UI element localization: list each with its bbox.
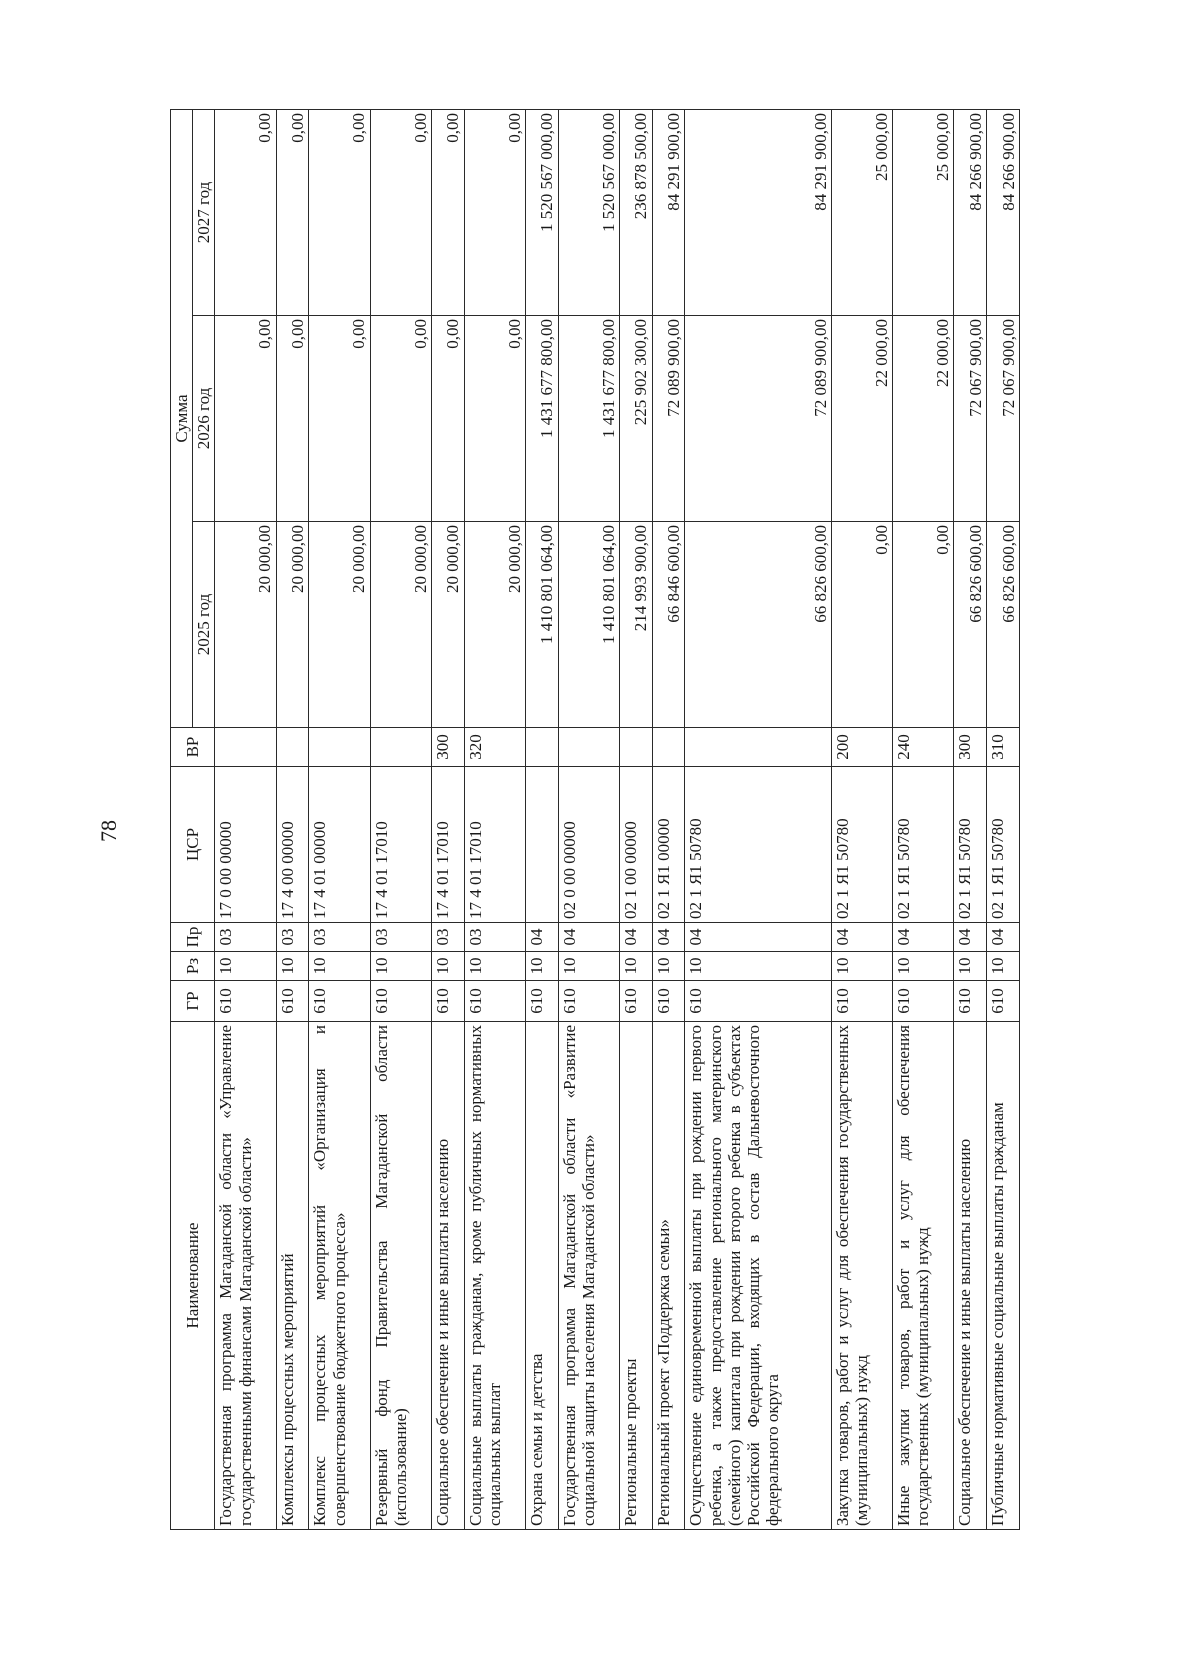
page-number: 78 [96,820,121,842]
name-cell: Резервный фонд Правительства Магаданской области (использование) [370,1022,431,1530]
vr-cell [370,728,431,767]
rz-cell: 10 [309,952,370,981]
csr-cell: 02 1 Я1 00000 [652,767,685,923]
gr-cell: 610 [893,981,954,1022]
csr-cell [525,767,558,923]
amount-2025-cell: 1 410 801 064,00 [558,522,619,728]
name-cell: Иные закупки товаров, работ и услуг для обеспечения государственных (муниципальных) нужд [893,1022,954,1530]
rz-cell: 10 [525,952,558,981]
header-2027: 2027 год [193,109,215,315]
amount-2025-cell: 66 826 600,00 [954,522,987,728]
amount-2027-cell: 0,00 [431,109,464,315]
name-cell: Комплексы процессных мероприятий [276,1022,309,1530]
amount-2026-cell: 0,00 [464,316,525,522]
name-cell: Государственная программа Магаданской области «Развитие социальной защиты населения Магаданской области» [558,1022,619,1530]
header-row-1 [171,109,193,1529]
gr-cell: 610 [431,981,464,1022]
amount-2027-cell: 0,00 [215,109,276,315]
amount-2027-cell: 1 520 567 000,00 [558,109,619,315]
rz-cell: 10 [215,952,276,981]
budget-table [170,109,1020,1530]
table-row [893,109,954,1529]
table-row [464,109,525,1529]
amount-2026-cell: 0,00 [309,316,370,522]
header-pr: Пр [171,923,215,952]
table-row [619,109,652,1529]
vr-cell: 300 [954,728,987,767]
pr-cell: 04 [893,923,954,952]
gr-cell: 610 [276,981,309,1022]
name-cell: Публичные нормативные социальные выплаты гражданам [987,1022,1020,1530]
name-cell: Социальное обеспечение и иные выплаты населению [954,1022,987,1530]
name-cell: Охрана семьи и детства [525,1022,558,1530]
gr-cell: 610 [309,981,370,1022]
table-row [652,109,685,1529]
header-sum: Сумма [171,109,193,727]
rz-cell: 10 [831,952,892,981]
csr-cell: 02 0 00 00000 [558,767,619,923]
pr-cell: 03 [464,923,525,952]
amount-2027-cell: 84 266 900,00 [987,109,1020,315]
gr-cell: 610 [558,981,619,1022]
rz-cell: 10 [464,952,525,981]
amount-2025-cell: 66 826 600,00 [685,522,831,728]
header-2025: 2025 год [193,522,215,728]
amount-2026-cell: 72 067 900,00 [987,316,1020,522]
vr-cell: 300 [431,728,464,767]
amount-2025-cell: 0,00 [893,522,954,728]
amount-2026-cell: 0,00 [276,316,309,522]
amount-2026-cell: 22 000,00 [893,316,954,522]
pr-cell: 04 [525,923,558,952]
amount-2026-cell: 0,00 [370,316,431,522]
gr-cell: 610 [525,981,558,1022]
csr-cell: 02 1 Я1 50780 [893,767,954,923]
amount-2025-cell: 66 846 600,00 [652,522,685,728]
table-body [215,109,1020,1529]
amount-2025-cell: 66 826 600,00 [987,522,1020,728]
table-row [954,109,987,1529]
header-vr: ВР [171,728,215,767]
pr-cell: 04 [987,923,1020,952]
vr-cell [309,728,370,767]
amount-2027-cell: 0,00 [276,109,309,315]
table-row [431,109,464,1529]
csr-cell: 02 1 Я1 50780 [831,767,892,923]
header-rz: Рз [171,952,215,981]
amount-2026-cell: 72 067 900,00 [954,316,987,522]
amount-2027-cell: 0,00 [309,109,370,315]
amount-2026-cell: 22 000,00 [831,316,892,522]
rz-cell: 10 [685,952,831,981]
pr-cell: 03 [309,923,370,952]
pr-cell: 04 [558,923,619,952]
pr-cell: 03 [431,923,464,952]
name-cell: Региональный проект «Поддержка семьи» [652,1022,685,1530]
amount-2027-cell: 84 266 900,00 [954,109,987,315]
amount-2026-cell: 0,00 [215,316,276,522]
pr-cell: 03 [370,923,431,952]
pr-cell: 04 [831,923,892,952]
header-name: Наименование [171,1022,215,1530]
pr-cell: 04 [685,923,831,952]
rz-cell: 10 [619,952,652,981]
rz-cell: 10 [893,952,954,981]
table-row [370,109,431,1529]
table-row [831,109,892,1529]
rz-cell: 10 [987,952,1020,981]
gr-cell: 610 [685,981,831,1022]
table-row [685,109,831,1529]
amount-2025-cell: 20 000,00 [309,522,370,728]
name-cell: Региональные проекты [619,1022,652,1530]
gr-cell: 610 [831,981,892,1022]
amount-2026-cell: 72 089 900,00 [685,316,831,522]
name-cell: Закупка товаров, работ и услуг для обеспечения государственных (муниципальных) нужд [831,1022,892,1530]
csr-cell: 17 4 01 00000 [309,767,370,923]
amount-2025-cell: 20 000,00 [370,522,431,728]
csr-cell: 17 0 00 00000 [215,767,276,923]
csr-cell: 02 1 Я1 50780 [987,767,1020,923]
vr-cell [619,728,652,767]
rz-cell: 10 [652,952,685,981]
amount-2027-cell: 84 291 900,00 [652,109,685,315]
table-row [215,109,276,1529]
gr-cell: 610 [987,981,1020,1022]
vr-cell [525,728,558,767]
gr-cell: 610 [619,981,652,1022]
table-row [276,109,309,1529]
pr-cell: 04 [619,923,652,952]
rz-cell: 10 [431,952,464,981]
amount-2025-cell: 20 000,00 [464,522,525,728]
vr-cell [652,728,685,767]
vr-cell: 320 [464,728,525,767]
table-row [309,109,370,1529]
header-csr: ЦСР [171,767,215,923]
csr-cell: 17 4 00 00000 [276,767,309,923]
amount-2026-cell: 1 431 677 800,00 [525,316,558,522]
csr-cell: 02 1 Я1 50780 [954,767,987,923]
pr-cell: 04 [954,923,987,952]
csr-cell: 02 1 Я1 50780 [685,767,831,923]
name-cell: Государственная программа Магаданской области «Управление государственными финансами Магаданской области» [215,1022,276,1530]
rotated-table-container [170,110,1020,1530]
name-cell: Социальные выплаты гражданам, кроме публичных нормативных социальных выплат [464,1022,525,1530]
rz-cell: 10 [954,952,987,981]
pr-cell: 04 [652,923,685,952]
table-row [525,109,558,1529]
gr-cell: 610 [954,981,987,1022]
amount-2027-cell: 25 000,00 [831,109,892,315]
csr-cell: 17 4 01 17010 [431,767,464,923]
vr-cell [215,728,276,767]
vr-cell [558,728,619,767]
amount-2025-cell: 0,00 [831,522,892,728]
amount-2026-cell: 1 431 677 800,00 [558,316,619,522]
rz-cell: 10 [370,952,431,981]
vr-cell: 240 [893,728,954,767]
header-2026: 2026 год [193,316,215,522]
name-cell: Социальное обеспечение и иные выплаты населению [431,1022,464,1530]
amount-2026-cell: 225 902 300,00 [619,316,652,522]
csr-cell: 02 1 00 00000 [619,767,652,923]
amount-2025-cell: 1 410 801 064,00 [525,522,558,728]
vr-cell: 200 [831,728,892,767]
gr-cell: 610 [464,981,525,1022]
amount-2027-cell: 25 000,00 [893,109,954,315]
amount-2027-cell: 1 520 567 000,00 [525,109,558,315]
amount-2027-cell: 84 291 900,00 [685,109,831,315]
table-row [987,109,1020,1529]
amount-2025-cell: 214 993 900,00 [619,522,652,728]
gr-cell: 610 [652,981,685,1022]
amount-2025-cell: 20 000,00 [431,522,464,728]
amount-2026-cell: 0,00 [431,316,464,522]
name-cell: Осуществление единовременной выплаты при рождении первого ребенка, а также предоставление регионального материнского (семейного) капитала при рождении второго ребенка в субъектах Российской Федерации, входящих в состав Дальневосточного федерального округа [685,1022,831,1530]
vr-cell: 310 [987,728,1020,767]
rz-cell: 10 [276,952,309,981]
amount-2027-cell: 0,00 [464,109,525,315]
pr-cell: 03 [215,923,276,952]
amount-2027-cell: 236 878 500,00 [619,109,652,315]
table-row [558,109,619,1529]
gr-cell: 610 [370,981,431,1022]
amount-2027-cell: 0,00 [370,109,431,315]
vr-cell [276,728,309,767]
pr-cell: 03 [276,923,309,952]
rz-cell: 10 [558,952,619,981]
amount-2025-cell: 20 000,00 [276,522,309,728]
vr-cell [685,728,831,767]
csr-cell: 17 4 01 17010 [370,767,431,923]
amount-2025-cell: 20 000,00 [215,522,276,728]
amount-2026-cell: 72 089 900,00 [652,316,685,522]
name-cell: Комплекс процессных мероприятий «Организация и совершенствование бюджетного процесса» [309,1022,370,1530]
csr-cell: 17 4 01 17010 [464,767,525,923]
header-gr: ГР [171,981,215,1022]
gr-cell: 610 [215,981,276,1022]
